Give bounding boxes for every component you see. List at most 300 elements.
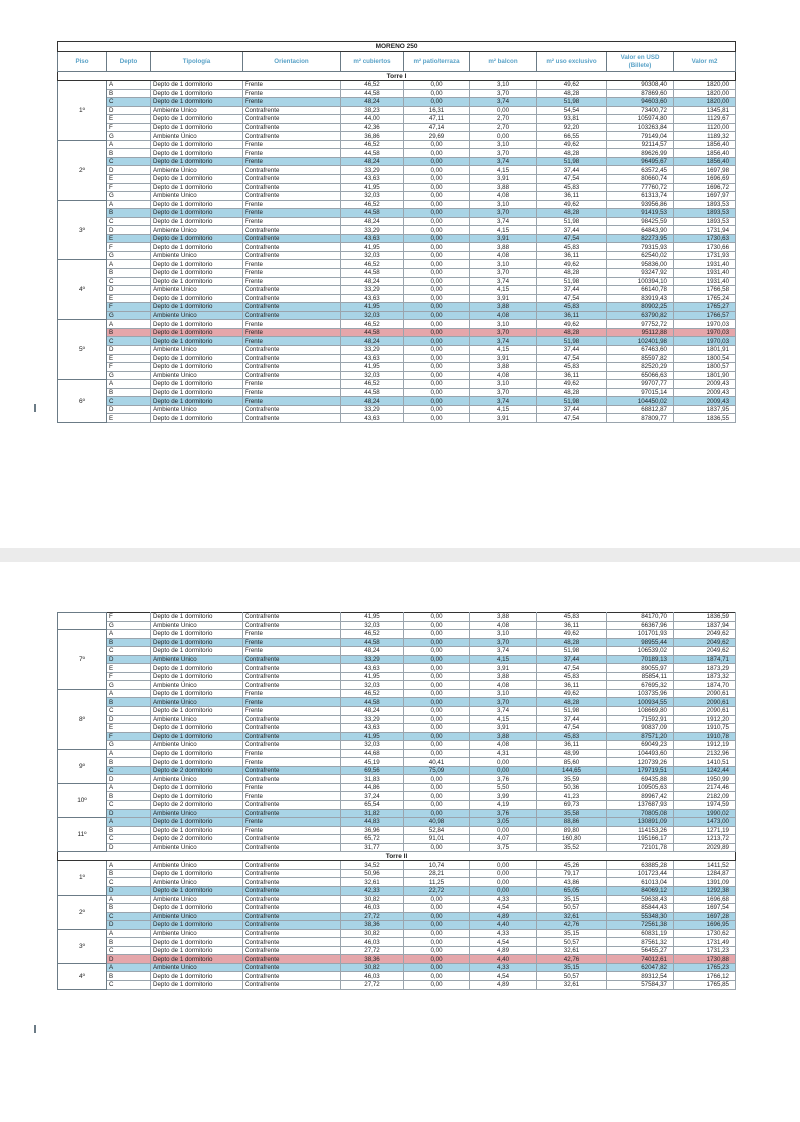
depto-cell: D [107, 886, 151, 895]
valor-usd-cell: 80902,25 [607, 303, 674, 312]
floor-label: 7º [58, 630, 107, 690]
balcon-cell: 4,33 [470, 963, 537, 972]
balcon-cell: 0,00 [470, 766, 537, 775]
cubiertos-cell: 48,24 [341, 397, 404, 406]
depto-cell: B [107, 269, 151, 278]
valor-usd-cell: 70805,08 [607, 809, 674, 818]
valor-m2-cell: 1731,93 [674, 251, 736, 260]
valor-usd-cell: 84170,70 [607, 613, 674, 622]
cubiertos-cell: 46,52 [341, 689, 404, 698]
header-row [58, 52, 736, 72]
tipologia-cell: Depto de 1 dormitorio [151, 123, 243, 132]
floor-label: 1º [58, 861, 107, 895]
tipologia-cell: Depto de 1 dormitorio [151, 972, 243, 981]
cubiertos-cell: 27,72 [341, 946, 404, 955]
floor-label: 11º [58, 818, 107, 852]
tipologia-cell: Depto de 1 dormitorio [151, 149, 243, 158]
valor-m2-cell: 1856,40 [674, 149, 736, 158]
cubiertos-cell: 50,96 [341, 869, 404, 878]
table-row [58, 260, 736, 269]
valor-usd-cell: 109505,63 [607, 783, 674, 792]
orientacion-cell: Frente [243, 89, 341, 98]
orientacion-cell: Frente [243, 698, 341, 707]
balcon-cell: 0,00 [470, 826, 537, 835]
balcon-cell: 4,40 [470, 921, 537, 930]
depto-cell: G [107, 311, 151, 320]
depto-cell: C [107, 801, 151, 810]
margin-mark [34, 1025, 36, 1033]
valor-usd-cell: 72561,38 [607, 921, 674, 930]
depto-cell: E [107, 354, 151, 363]
uso-exclusivo-cell: 47,54 [537, 175, 607, 184]
uso-exclusivo-cell: 50,36 [537, 783, 607, 792]
table-row [58, 741, 736, 750]
valor-m2-cell: 2049,62 [674, 647, 736, 656]
uso-exclusivo-cell: 36,11 [537, 741, 607, 750]
balcon-cell: 0,00 [470, 878, 537, 887]
tipologia-cell: Ambiente Único [151, 698, 243, 707]
tipologia-cell: Depto de 1 dormitorio [151, 792, 243, 801]
patio-cell: 0,00 [404, 647, 470, 656]
table-row [58, 783, 736, 792]
valor-usd-cell: 89626,99 [607, 149, 674, 158]
patio-cell: 0,00 [404, 183, 470, 192]
patio-cell: 0,00 [404, 775, 470, 784]
valor-m2-cell: 2090,61 [674, 689, 736, 698]
patio-cell: 22,72 [404, 886, 470, 895]
balcon-cell: 4,08 [470, 681, 537, 690]
cubiertos-cell: 43,63 [341, 234, 404, 243]
valor-usd-cell: 59638,43 [607, 895, 674, 904]
valor-m2-cell: 1874,70 [674, 681, 736, 690]
valor-m2-cell: 2029,89 [674, 843, 736, 852]
valor-usd-cell: 98425,59 [607, 217, 674, 226]
table-row [58, 835, 736, 844]
cubiertos-cell: 48,24 [341, 98, 404, 107]
uso-exclusivo-cell: 93,81 [537, 115, 607, 124]
valor-usd-cell: 62540,02 [607, 251, 674, 260]
valor-m2-cell: 1766,58 [674, 286, 736, 295]
cubiertos-cell: 38,23 [341, 106, 404, 115]
depto-cell: A [107, 783, 151, 792]
depto-cell: A [107, 140, 151, 149]
patio-cell: 0,00 [404, 209, 470, 218]
valor-usd-cell: 108669,80 [607, 707, 674, 716]
valor-m2-cell: 1730,63 [674, 234, 736, 243]
cubiertos-cell: 48,24 [341, 157, 404, 166]
patio-cell: 0,00 [404, 732, 470, 741]
table-row [58, 613, 736, 622]
table-row [58, 132, 736, 141]
depto-cell: F [107, 613, 151, 622]
depto-cell: A [107, 689, 151, 698]
cubiertos-cell: 43,63 [341, 724, 404, 733]
cubiertos-cell: 44,58 [341, 89, 404, 98]
floor-label: 3º [58, 200, 107, 260]
uso-exclusivo-cell: 48,28 [537, 149, 607, 158]
floor-label: 2º [58, 140, 107, 200]
orientacion-cell: Contrafrente [243, 972, 341, 981]
orientacion-cell: Frente [243, 328, 341, 337]
valor-m2-cell: 1730,88 [674, 955, 736, 964]
valor-usd-cell: 67695,32 [607, 681, 674, 690]
depto-cell: G [107, 681, 151, 690]
valor-usd-cell: 79149,04 [607, 132, 674, 141]
balcon-cell: 0,00 [470, 861, 537, 870]
orientacion-cell: Frente [243, 140, 341, 149]
balcon-cell: 3,70 [470, 388, 537, 397]
patio-cell: 0,00 [404, 320, 470, 329]
valor-usd-cell: 73400,72 [607, 106, 674, 115]
cubiertos-cell: 41,95 [341, 303, 404, 312]
cubiertos-cell: 44,58 [341, 638, 404, 647]
valor-m2-cell: 1129,67 [674, 115, 736, 124]
balcon-cell: 3,88 [470, 303, 537, 312]
uso-exclusivo-cell: 37,44 [537, 286, 607, 295]
tipologia-cell: Ambiente Único [151, 809, 243, 818]
patio-cell: 0,00 [404, 741, 470, 750]
tipologia-cell: Ambiente Único [151, 655, 243, 664]
uso-exclusivo-cell: 49,62 [537, 380, 607, 389]
valor-usd-cell: 87809,77 [607, 414, 674, 423]
patio-cell: 0,00 [404, 980, 470, 989]
depto-cell: D [107, 655, 151, 664]
tipologia-cell: Depto de 1 dormitorio [151, 869, 243, 878]
depto-cell: C [107, 707, 151, 716]
orientacion-cell: Frente [243, 81, 341, 90]
table-row [58, 664, 736, 673]
table-row [58, 234, 736, 243]
floor-label: 8º [58, 689, 107, 749]
balcon-cell: 3,10 [470, 320, 537, 329]
cubiertos-cell: 65,72 [341, 835, 404, 844]
depto-cell: C [107, 397, 151, 406]
tipologia-cell: Depto de 1 dormitorio [151, 277, 243, 286]
valor-usd-cell: 93956,86 [607, 200, 674, 209]
depto-cell: C [107, 647, 151, 656]
orientacion-cell: Frente [243, 388, 341, 397]
patio-cell: 0,00 [404, 81, 470, 90]
valor-usd-cell: 63885,28 [607, 861, 674, 870]
valor-m2-cell: 1820,00 [674, 98, 736, 107]
table-row [58, 826, 736, 835]
valor-m2-cell: 1893,53 [674, 209, 736, 218]
depto-cell: A [107, 963, 151, 972]
table-row [58, 647, 736, 656]
table-row [58, 929, 736, 938]
cubiertos-cell: 48,24 [341, 647, 404, 656]
table-row [58, 192, 736, 201]
tipologia-cell: Depto de 1 dormitorio [151, 320, 243, 329]
tipologia-cell: Ambiente Único [151, 226, 243, 235]
tipologia-cell: Depto de 2 dormitorio [151, 835, 243, 844]
table-row [58, 286, 736, 295]
tipologia-cell: Ambiente Único [151, 192, 243, 201]
balcon-cell: 3,10 [470, 81, 537, 90]
tipologia-cell: Depto de 1 dormitorio [151, 414, 243, 423]
patio-cell: 0,00 [404, 234, 470, 243]
orientacion-cell: Contrafrente [243, 132, 341, 141]
patio-cell: 0,00 [404, 311, 470, 320]
table-row [58, 707, 736, 716]
cubiertos-cell: 43,63 [341, 414, 404, 423]
valor-m2-cell: 1910,78 [674, 732, 736, 741]
tipologia-cell: Ambiente Único [151, 311, 243, 320]
balcon-cell: 0,00 [470, 132, 537, 141]
patio-cell: 0,00 [404, 260, 470, 269]
valor-m2-cell: 1820,00 [674, 81, 736, 90]
orientacion-cell: Contrafrente [243, 766, 341, 775]
cubiertos-cell: 44,58 [341, 328, 404, 337]
orientacion-cell: Contrafrente [243, 166, 341, 175]
patio-cell: 91,01 [404, 835, 470, 844]
orientacion-cell: Contrafrente [243, 251, 341, 260]
valor-m2-cell: 1696,72 [674, 183, 736, 192]
orientacion-cell: Contrafrente [243, 946, 341, 955]
patio-cell: 75,09 [404, 766, 470, 775]
tipologia-cell: Depto de 1 dormitorio [151, 749, 243, 758]
depto-cell: A [107, 895, 151, 904]
uso-exclusivo-cell: 45,83 [537, 183, 607, 192]
balcon-cell: 3,70 [470, 89, 537, 98]
orientacion-cell: Contrafrente [243, 732, 341, 741]
valor-m2-cell: 1731,94 [674, 226, 736, 235]
uso-exclusivo-cell: 32,61 [537, 980, 607, 989]
cubiertos-cell: 33,29 [341, 655, 404, 664]
table-row [58, 766, 736, 775]
table-row [58, 792, 736, 801]
orientacion-cell: Frente [243, 758, 341, 767]
depto-cell: B [107, 328, 151, 337]
patio-cell: 0,00 [404, 328, 470, 337]
cubiertos-cell: 46,52 [341, 140, 404, 149]
uso-exclusivo-cell: 51,98 [537, 98, 607, 107]
cubiertos-cell: 46,52 [341, 380, 404, 389]
valor-usd-cell: 95836,00 [607, 260, 674, 269]
valor-usd-cell: 85597,82 [607, 354, 674, 363]
orientacion-cell: Contrafrente [243, 286, 341, 295]
patio-cell: 0,00 [404, 98, 470, 107]
table-row [58, 243, 736, 252]
uso-exclusivo-cell: 48,28 [537, 328, 607, 337]
table-row [58, 758, 736, 767]
patio-cell: 0,00 [404, 749, 470, 758]
balcon-cell: 3,88 [470, 183, 537, 192]
balcon-cell: 3,70 [470, 698, 537, 707]
table-row [58, 972, 736, 981]
patio-cell: 11,25 [404, 878, 470, 887]
patio-cell: 0,00 [404, 689, 470, 698]
cubiertos-cell: 41,95 [341, 183, 404, 192]
depto-cell: E [107, 724, 151, 733]
orientacion-cell: Contrafrente [243, 904, 341, 913]
valor-usd-cell: 56455,27 [607, 946, 674, 955]
depto-cell: D [107, 775, 151, 784]
tipologia-cell: Depto de 1 dormitorio [151, 672, 243, 681]
valor-usd-cell: 61013,04 [607, 878, 674, 887]
tipologia-cell: Ambiente Único [151, 715, 243, 724]
depto-cell: G [107, 371, 151, 380]
price-table-page-2 [57, 612, 736, 990]
patio-cell: 0,00 [404, 269, 470, 278]
table-row [58, 843, 736, 852]
patio-cell: 0,00 [404, 638, 470, 647]
orientacion-cell: Contrafrente [243, 371, 341, 380]
valor-usd-cell: 71592,91 [607, 715, 674, 724]
cubiertos-cell: 32,03 [341, 371, 404, 380]
depto-cell: B [107, 209, 151, 218]
orientacion-cell: Frente [243, 277, 341, 286]
depto-cell: C [107, 835, 151, 844]
uso-exclusivo-cell: 48,28 [537, 209, 607, 218]
orientacion-cell: Frente [243, 337, 341, 346]
balcon-cell: 4,54 [470, 972, 537, 981]
orientacion-cell: Frente [243, 269, 341, 278]
patio-cell: 0,00 [404, 337, 470, 346]
balcon-cell: 3,74 [470, 397, 537, 406]
tipologia-cell: Depto de 1 dormitorio [151, 826, 243, 835]
balcon-cell: 3,70 [470, 638, 537, 647]
balcon-cell: 3,70 [470, 209, 537, 218]
uso-exclusivo-cell: 89,80 [537, 826, 607, 835]
floor-label: 10º [58, 783, 107, 817]
cubiertos-cell: 46,52 [341, 81, 404, 90]
orientacion-cell: Contrafrente [243, 801, 341, 810]
table-row [58, 869, 736, 878]
balcon-cell: 3,88 [470, 732, 537, 741]
patio-cell: 0,00 [404, 354, 470, 363]
table-row [58, 200, 736, 209]
cubiertos-cell: 48,24 [341, 337, 404, 346]
balcon-cell: 3,91 [470, 724, 537, 733]
cubiertos-cell: 43,63 [341, 354, 404, 363]
uso-exclusivo-cell: 47,54 [537, 724, 607, 733]
balcon-cell: 3,10 [470, 630, 537, 639]
uso-exclusivo-cell: 37,44 [537, 166, 607, 175]
tipologia-cell: Depto de 1 dormitorio [151, 243, 243, 252]
valor-m2-cell: 1836,59 [674, 613, 736, 622]
patio-cell: 0,00 [404, 363, 470, 372]
patio-cell: 0,00 [404, 345, 470, 354]
cubiertos-cell: 43,63 [341, 175, 404, 184]
table-row [58, 251, 736, 260]
valor-usd-cell: 90308,40 [607, 81, 674, 90]
valor-usd-cell: 55348,30 [607, 912, 674, 921]
cubiertos-cell: 45,19 [341, 758, 404, 767]
table-row [58, 724, 736, 733]
table-row [58, 81, 736, 90]
orientacion-cell: Contrafrente [243, 106, 341, 115]
table-row [58, 886, 736, 895]
orientacion-cell: Frente [243, 826, 341, 835]
orientacion-cell: Contrafrente [243, 363, 341, 372]
cubiertos-cell: 46,52 [341, 200, 404, 209]
valor-usd-cell: 90837,09 [607, 724, 674, 733]
valor-usd-cell: 63790,82 [607, 311, 674, 320]
balcon-cell: 3,88 [470, 672, 537, 681]
patio-cell: 0,00 [404, 707, 470, 716]
depto-cell: G [107, 251, 151, 260]
tipologia-cell: Ambiente Único [151, 878, 243, 887]
table-row [58, 801, 736, 810]
depto-cell: C [107, 878, 151, 887]
tipologia-cell: Depto de 1 dormitorio [151, 689, 243, 698]
table-row [58, 878, 736, 887]
table-row [58, 638, 736, 647]
orientacion-cell: Contrafrente [243, 835, 341, 844]
cubiertos-cell: 33,29 [341, 226, 404, 235]
table-row [58, 269, 736, 278]
table-row [58, 98, 736, 107]
tipologia-cell: Depto de 1 dormitorio [151, 269, 243, 278]
uso-exclusivo-cell: 50,57 [537, 904, 607, 913]
cubiertos-cell: 65,54 [341, 801, 404, 810]
valor-usd-cell: 100934,55 [607, 698, 674, 707]
valor-usd-cell: 97015,14 [607, 388, 674, 397]
tipologia-cell: Depto de 1 dormitorio [151, 98, 243, 107]
balcon-cell: 3,75 [470, 843, 537, 852]
uso-exclusivo-cell: 69,73 [537, 801, 607, 810]
orientacion-cell: Frente [243, 260, 341, 269]
cubiertos-cell: 33,29 [341, 345, 404, 354]
orientacion-cell: Contrafrente [243, 861, 341, 870]
uso-exclusivo-cell: 45,83 [537, 363, 607, 372]
table-row [58, 328, 736, 337]
patio-cell: 29,69 [404, 132, 470, 141]
table-row [58, 672, 736, 681]
tipologia-cell: Ambiente Único [151, 775, 243, 784]
orientacion-cell: Contrafrente [243, 655, 341, 664]
cubiertos-cell: 34,52 [341, 861, 404, 870]
valor-usd-cell: 61313,74 [607, 192, 674, 201]
depto-cell: B [107, 826, 151, 835]
tipologia-cell: Depto de 1 dormitorio [151, 140, 243, 149]
tipologia-cell: Depto de 1 dormitorio [151, 938, 243, 947]
patio-cell: 0,00 [404, 938, 470, 947]
balcon-cell: 3,74 [470, 98, 537, 107]
valor-usd-cell: 103735,96 [607, 689, 674, 698]
cubiertos-cell: 44,58 [341, 269, 404, 278]
valor-usd-cell: 80660,74 [607, 175, 674, 184]
patio-cell: 0,00 [404, 380, 470, 389]
uso-exclusivo-cell: 35,15 [537, 895, 607, 904]
orientacion-cell: Contrafrente [243, 664, 341, 673]
orientacion-cell: Frente [243, 320, 341, 329]
col-header-depto: Depto [107, 52, 151, 72]
tipologia-cell: Depto de 1 dormitorio [151, 630, 243, 639]
tipologia-cell: Depto de 1 dormitorio [151, 157, 243, 166]
valor-m2-cell: 1242,44 [674, 766, 736, 775]
cubiertos-cell: 48,24 [341, 277, 404, 286]
uso-exclusivo-cell: 51,98 [537, 337, 607, 346]
balcon-cell: 3,74 [470, 337, 537, 346]
uso-exclusivo-cell: 45,83 [537, 672, 607, 681]
patio-cell: 0,00 [404, 672, 470, 681]
depto-cell: G [107, 132, 151, 141]
tipologia-cell: Depto de 1 dormitorio [151, 904, 243, 913]
depto-cell: D [107, 106, 151, 115]
valor-usd-cell: 104450,02 [607, 397, 674, 406]
depto-cell: E [107, 175, 151, 184]
valor-m2-cell: 1856,40 [674, 157, 736, 166]
balcon-cell: 3,10 [470, 140, 537, 149]
valor-m2-cell: 1411,52 [674, 861, 736, 870]
patio-cell: 0,00 [404, 303, 470, 312]
valor-m2-cell: 1765,27 [674, 303, 736, 312]
orientacion-cell: Frente [243, 792, 341, 801]
uso-exclusivo-cell: 35,15 [537, 963, 607, 972]
valor-m2-cell: 1837,94 [674, 621, 736, 630]
